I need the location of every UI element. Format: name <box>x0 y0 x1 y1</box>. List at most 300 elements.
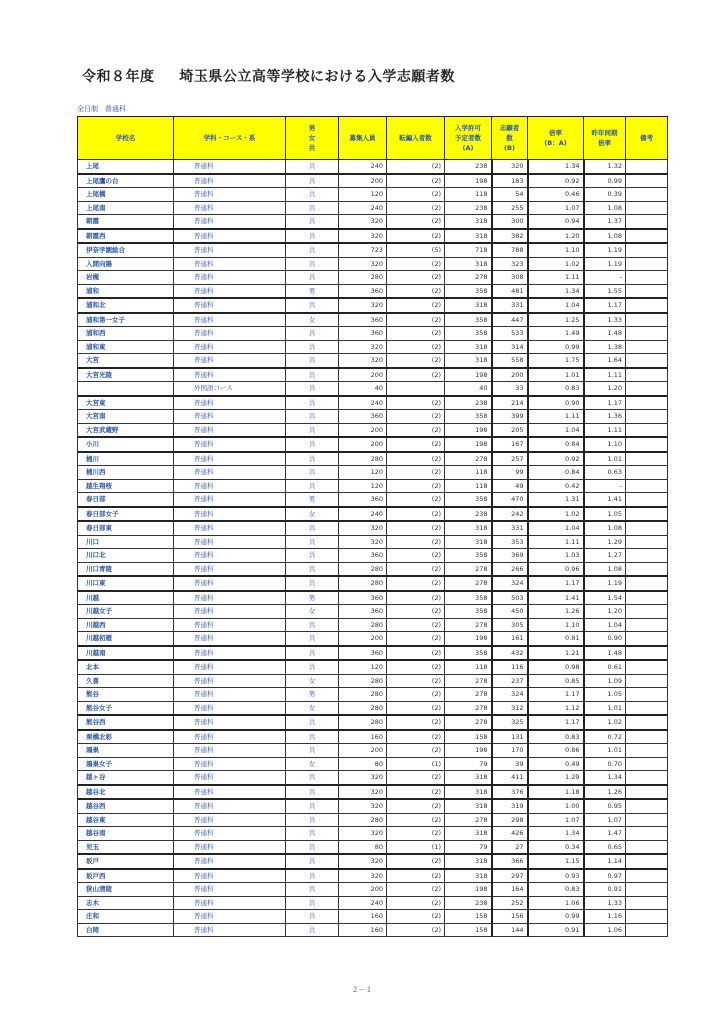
cell-ratio: 1.11 <box>528 410 584 424</box>
cell-ratio: 1.11 <box>528 271 584 285</box>
cell-ratio: 0.81 <box>528 632 584 646</box>
table-row <box>78 298 668 313</box>
cell-prev-ratio: 1.11 <box>584 368 626 382</box>
cell-applicants: 164 <box>492 883 528 897</box>
cell-ratio: 0.92 <box>528 174 584 188</box>
cell-planned: 118 <box>445 188 492 202</box>
cell-ratio: 1.02 <box>528 257 584 271</box>
header-gender-female: 女 <box>308 134 316 142</box>
cell-transfer: (2) <box>387 701 445 715</box>
cell-gender: 共 <box>286 243 339 257</box>
cell-school: 伊奈学園総合 <box>78 243 174 257</box>
cell-notes <box>626 883 668 897</box>
cell-course: 普通科 <box>174 744 286 758</box>
cell-school: 川越 <box>78 591 174 605</box>
cell-quota: 120 <box>339 466 387 480</box>
cell-applicants: 170 <box>492 744 528 758</box>
cell-school: 児玉 <box>78 840 174 854</box>
cell-applicants: 257 <box>492 452 528 466</box>
cell-quota: 320 <box>339 785 387 800</box>
cell-prev-ratio: 0.72 <box>584 730 626 744</box>
cell-gender: 共 <box>286 744 339 758</box>
cell-ratio: 0.83 <box>528 883 584 897</box>
table-row <box>78 257 668 271</box>
cell-ratio: 0.34 <box>528 840 584 854</box>
cell-gender: 共 <box>286 174 339 188</box>
cell-prev-ratio: 0.61 <box>584 660 626 674</box>
cell-transfer: (2) <box>387 215 445 229</box>
cell-planned: 278 <box>445 674 492 688</box>
cell-ratio: 1.10 <box>528 618 584 632</box>
cell-applicants: 237 <box>492 674 528 688</box>
cell-applicants: 116 <box>492 660 528 674</box>
cell-school: 栗橋北彩 <box>78 730 174 744</box>
cell-transfer: (5) <box>387 243 445 257</box>
cell-prev-ratio: - <box>584 479 626 493</box>
cell-planned: 358 <box>445 646 492 661</box>
table-row <box>78 382 668 396</box>
header-quota: 募集人員 <box>339 117 387 160</box>
cell-notes <box>626 174 668 188</box>
cell-ratio: 0.85 <box>528 674 584 688</box>
header-applicants-line2: 数 <box>506 134 513 142</box>
cell-quota: 360 <box>339 605 387 619</box>
cell-applicants: 324 <box>492 688 528 702</box>
cell-course: 普通科 <box>174 535 286 549</box>
cell-course: 外国語コース <box>174 382 286 396</box>
cell-applicants: 533 <box>492 327 528 341</box>
cell-transfer: (2) <box>387 535 445 549</box>
cell-school: 大宮東 <box>78 396 174 410</box>
cell-school: 大宮 <box>78 354 174 368</box>
table-row <box>78 896 668 910</box>
cell-ratio: 1.31 <box>528 493 584 507</box>
cell-course: 普通科 <box>174 562 286 576</box>
cell-course: 普通科 <box>174 257 286 271</box>
cell-notes <box>626 160 668 174</box>
cell-prev-ratio: 0.95 <box>584 799 626 813</box>
cell-transfer: (1) <box>387 840 445 854</box>
cell-ratio: 1.04 <box>528 521 584 535</box>
cell-notes <box>626 785 668 800</box>
cell-notes <box>626 799 668 813</box>
cell-notes <box>626 827 668 841</box>
cell-prev-ratio: 1.47 <box>584 827 626 841</box>
cell-gender: 男 <box>286 493 339 507</box>
cell-course: 普通科 <box>174 646 286 661</box>
cell-gender: 共 <box>286 854 339 869</box>
cell-quota: 200 <box>339 437 387 452</box>
cell-school: 春日部東 <box>78 521 174 535</box>
cell-planned: 278 <box>445 562 492 576</box>
cell-school: 久喜 <box>78 674 174 688</box>
cell-school: 越谷北 <box>78 785 174 800</box>
cell-applicants: 558 <box>492 354 528 368</box>
cell-gender: 共 <box>286 396 339 410</box>
page-number: ２－１ <box>351 986 373 994</box>
cell-transfer: (2) <box>387 562 445 576</box>
cell-gender: 共 <box>286 660 339 674</box>
cell-planned: 318 <box>445 215 492 229</box>
cell-notes <box>626 271 668 285</box>
cell-applicants: 255 <box>492 201 528 215</box>
cell-course: 普通科 <box>174 410 286 424</box>
cell-prev-ratio: 1.05 <box>584 507 626 522</box>
cell-quota: 280 <box>339 562 387 576</box>
cell-notes <box>626 605 668 619</box>
cell-notes <box>626 688 668 702</box>
cell-ratio: 0.83 <box>528 382 584 396</box>
cell-course: 普通科 <box>174 284 286 298</box>
table-row <box>78 215 668 229</box>
cell-school: 小川 <box>78 437 174 452</box>
cell-ratio: 1.06 <box>528 896 584 910</box>
cell-ratio: 1.49 <box>528 327 584 341</box>
cell-gender: 共 <box>286 562 339 576</box>
cell-planned: 238 <box>445 160 492 174</box>
cell-planned: 358 <box>445 327 492 341</box>
cell-quota: 280 <box>339 715 387 730</box>
cell-gender: 男 <box>286 591 339 605</box>
cell-school: 上尾南 <box>78 201 174 215</box>
table-row <box>78 562 668 576</box>
header-applicants-line3: (B) <box>504 144 515 152</box>
cell-prev-ratio: 1.08 <box>584 521 626 535</box>
cell-applicants: 242 <box>492 507 528 522</box>
cell-prev-ratio: 1.33 <box>584 313 626 327</box>
cell-planned: 198 <box>445 744 492 758</box>
cell-quota: 280 <box>339 452 387 466</box>
cell-quota: 200 <box>339 744 387 758</box>
table-row <box>78 493 668 507</box>
cell-course: 普通科 <box>174 896 286 910</box>
cell-prev-ratio: 1.14 <box>584 854 626 869</box>
cell-prev-ratio: 1.07 <box>584 813 626 827</box>
cell-quota: 120 <box>339 188 387 202</box>
cell-gender: 共 <box>286 840 339 854</box>
cell-prev-ratio: 1.17 <box>584 396 626 410</box>
cell-course: 普通科 <box>174 201 286 215</box>
section-subheading: 全日制 普通科 <box>77 105 126 113</box>
cell-planned: 198 <box>445 174 492 188</box>
table-row <box>78 618 668 632</box>
cell-gender: 男 <box>286 688 339 702</box>
cell-school: 坂戸 <box>78 854 174 869</box>
cell-course: 普通科 <box>174 591 286 605</box>
cell-school: 入間向陽 <box>78 257 174 271</box>
cell-school: 上尾 <box>78 160 174 174</box>
cell-applicants: 376 <box>492 785 528 800</box>
cell-applicants: 305 <box>492 618 528 632</box>
cell-applicants: 470 <box>492 493 528 507</box>
cell-school: 越ヶ谷 <box>78 771 174 785</box>
cell-prev-ratio: 1.55 <box>584 284 626 298</box>
cell-planned: 278 <box>445 271 492 285</box>
cell-gender: 共 <box>286 827 339 841</box>
cell-applicants: 325 <box>492 715 528 730</box>
cell-ratio: 1.12 <box>528 701 584 715</box>
cell-gender: 共 <box>286 715 339 730</box>
cell-prev-ratio: 1.19 <box>584 257 626 271</box>
cell-quota: 320 <box>339 854 387 869</box>
cell-school: 熊谷女子 <box>78 701 174 715</box>
cell-prev-ratio: 1.54 <box>584 591 626 605</box>
cell-quota: 80 <box>339 757 387 771</box>
cell-applicants: 252 <box>492 896 528 910</box>
cell-transfer: (2) <box>387 396 445 410</box>
cell-course: 普通科 <box>174 660 286 674</box>
cell-planned: 198 <box>445 368 492 382</box>
cell-prev-ratio: 0.39 <box>584 188 626 202</box>
header-ratio-line2: (B：A) <box>544 139 567 147</box>
cell-notes <box>626 368 668 382</box>
cell-school: 川口 <box>78 535 174 549</box>
table-row <box>78 340 668 354</box>
cell-prev-ratio: 1.41 <box>584 493 626 507</box>
cell-ratio: 1.15 <box>528 854 584 869</box>
cell-planned: 318 <box>445 827 492 841</box>
table-row <box>78 271 668 285</box>
header-prev-line1: 昨年同期 <box>591 129 618 137</box>
cell-notes <box>626 923 668 937</box>
cell-ratio: 0.99 <box>528 910 584 924</box>
cell-planned: 118 <box>445 479 492 493</box>
header-gender-male: 男 <box>308 124 316 132</box>
cell-course: 普通科 <box>174 521 286 535</box>
table-row <box>78 715 668 730</box>
cell-planned: 238 <box>445 507 492 522</box>
table-row <box>78 368 668 382</box>
cell-transfer: (2) <box>387 896 445 910</box>
cell-quota: 240 <box>339 896 387 910</box>
table-row <box>78 744 668 758</box>
table-row <box>78 313 668 327</box>
cell-course: 普通科 <box>174 715 286 730</box>
cell-planned: 318 <box>445 521 492 535</box>
table-row <box>78 327 668 341</box>
cell-gender: 共 <box>286 923 339 937</box>
cell-course: 普通科 <box>174 757 286 771</box>
cell-notes <box>626 757 668 771</box>
cell-applicants: 353 <box>492 535 528 549</box>
cell-applicants: 450 <box>492 605 528 619</box>
cell-school: 大宮南 <box>78 410 174 424</box>
cell-course: 普通科 <box>174 605 286 619</box>
cell-quota: 320 <box>339 869 387 883</box>
cell-planned: 718 <box>445 243 492 257</box>
cell-planned: 358 <box>445 605 492 619</box>
cell-gender: 共 <box>286 479 339 493</box>
cell-course: 普通科 <box>174 188 286 202</box>
cell-notes <box>626 730 668 744</box>
cell-notes <box>626 632 668 646</box>
cell-notes <box>626 854 668 869</box>
cell-course: 普通科 <box>174 160 286 174</box>
cell-planned: 358 <box>445 493 492 507</box>
cell-course: 普通科 <box>174 507 286 522</box>
cell-school: 越谷南 <box>78 827 174 841</box>
cell-applicants: 54 <box>492 188 528 202</box>
cell-ratio: 1.11 <box>528 535 584 549</box>
cell-gender: 共 <box>286 271 339 285</box>
cell-gender: 共 <box>286 452 339 466</box>
table-row <box>78 437 668 452</box>
cell-planned: 158 <box>445 923 492 937</box>
cell-applicants: 297 <box>492 869 528 883</box>
cell-ratio: 0.98 <box>528 660 584 674</box>
cell-transfer: (2) <box>387 160 445 174</box>
cell-prev-ratio: 1.01 <box>584 452 626 466</box>
table-row <box>78 771 668 785</box>
cell-transfer: (2) <box>387 813 445 827</box>
cell-course: 普通科 <box>174 340 286 354</box>
cell-notes <box>626 646 668 661</box>
header-ratio-line1: 倍率 <box>549 129 562 137</box>
cell-transfer: (2) <box>387 174 445 188</box>
cell-planned: 358 <box>445 410 492 424</box>
table-row <box>78 660 668 674</box>
table-row <box>78 174 668 188</box>
cell-prev-ratio: 0.99 <box>584 174 626 188</box>
cell-notes <box>626 229 668 244</box>
cell-transfer: (2) <box>387 368 445 382</box>
cell-school: 川越初雁 <box>78 632 174 646</box>
cell-planned: 79 <box>445 840 492 854</box>
table-row <box>78 701 668 715</box>
cell-transfer: (2) <box>387 923 445 937</box>
cell-course: 普通科 <box>174 701 286 715</box>
header-course: 学科・コース・系 <box>174 117 286 160</box>
cell-planned: 318 <box>445 799 492 813</box>
cell-school: 上尾橋 <box>78 188 174 202</box>
cell-ratio: 1.34 <box>528 284 584 298</box>
cell-course: 普通科 <box>174 174 286 188</box>
cell-transfer: (2) <box>387 284 445 298</box>
cell-prev-ratio: 1.08 <box>584 229 626 244</box>
cell-course: 普通科 <box>174 243 286 257</box>
cell-applicants: 314 <box>492 340 528 354</box>
cell-transfer: (2) <box>387 188 445 202</box>
cell-gender: 共 <box>286 535 339 549</box>
cell-applicants: 298 <box>492 813 528 827</box>
table-header-row <box>78 117 668 160</box>
cell-ratio: 0.93 <box>528 869 584 883</box>
cell-gender: 共 <box>286 785 339 800</box>
cell-planned: 198 <box>445 632 492 646</box>
cell-notes <box>626 771 668 785</box>
table-row <box>78 883 668 897</box>
cell-notes <box>626 549 668 563</box>
cell-quota: 240 <box>339 507 387 522</box>
cell-transfer: (2) <box>387 576 445 591</box>
cell-gender: 共 <box>286 632 339 646</box>
cell-school: 浦和西 <box>78 327 174 341</box>
cell-ratio: 1.17 <box>528 688 584 702</box>
cell-notes <box>626 896 668 910</box>
cell-quota: 360 <box>339 493 387 507</box>
cell-notes <box>626 591 668 605</box>
cell-applicants: 324 <box>492 576 528 591</box>
cell-quota: 320 <box>339 799 387 813</box>
cell-school: 大宮光陵 <box>78 368 174 382</box>
cell-gender: 共 <box>286 813 339 827</box>
cell-prev-ratio: 1.36 <box>584 410 626 424</box>
cell-school: 庄和 <box>78 910 174 924</box>
cell-gender: 女 <box>286 605 339 619</box>
cell-applicants: 411 <box>492 771 528 785</box>
cell-gender: 共 <box>286 298 339 313</box>
table-row <box>78 840 668 854</box>
cell-prev-ratio: - <box>584 271 626 285</box>
cell-ratio: 1.04 <box>528 298 584 313</box>
cell-prev-ratio: 1.01 <box>584 701 626 715</box>
cell-prev-ratio: 1.32 <box>584 160 626 174</box>
cell-course: 普通科 <box>174 799 286 813</box>
cell-quota: 320 <box>339 535 387 549</box>
cell-gender: 共 <box>286 382 339 396</box>
cell-planned: 278 <box>445 618 492 632</box>
cell-notes <box>626 396 668 410</box>
table-row <box>78 160 668 174</box>
cell-applicants: 426 <box>492 827 528 841</box>
table-row <box>78 827 668 841</box>
cell-planned: 118 <box>445 660 492 674</box>
cell-notes <box>626 507 668 522</box>
cell-ratio: 1.00 <box>528 799 584 813</box>
cell-transfer: (2) <box>387 313 445 327</box>
cell-planned: 318 <box>445 340 492 354</box>
cell-quota: 200 <box>339 174 387 188</box>
cell-quota: 320 <box>339 298 387 313</box>
cell-prev-ratio: 1.29 <box>584 535 626 549</box>
cell-notes <box>626 313 668 327</box>
cell-gender: 共 <box>286 549 339 563</box>
cell-prev-ratio: 1.16 <box>584 910 626 924</box>
cell-ratio: 0.96 <box>528 562 584 576</box>
cell-gender: 共 <box>286 340 339 354</box>
cell-prev-ratio: 1.37 <box>584 215 626 229</box>
cell-school: 狭山清陵 <box>78 883 174 897</box>
cell-course: 普通科 <box>174 576 286 591</box>
cell-prev-ratio: 1.34 <box>584 771 626 785</box>
cell-ratio: 0.46 <box>528 188 584 202</box>
table-row <box>78 757 668 771</box>
cell-notes <box>626 298 668 313</box>
cell-school: 浦和第一女子 <box>78 313 174 327</box>
cell-planned: 318 <box>445 869 492 883</box>
cell-school: 浦和北 <box>78 298 174 313</box>
cell-gender: 女 <box>286 313 339 327</box>
cell-quota: 280 <box>339 576 387 591</box>
cell-quota: 40 <box>339 382 387 396</box>
cell-gender: 共 <box>286 229 339 244</box>
cell-applicants: 331 <box>492 521 528 535</box>
cell-transfer: (2) <box>387 423 445 437</box>
cell-gender: 共 <box>286 188 339 202</box>
cell-transfer: (2) <box>387 452 445 466</box>
cell-quota: 320 <box>339 229 387 244</box>
cell-ratio: 1.03 <box>528 549 584 563</box>
cell-transfer: (2) <box>387 910 445 924</box>
cell-notes <box>626 660 668 674</box>
cell-school: 春日部 <box>78 493 174 507</box>
cell-transfer: (2) <box>387 201 445 215</box>
cell-ratio: 1.17 <box>528 576 584 591</box>
cell-planned: 158 <box>445 730 492 744</box>
header-notes: 備考 <box>626 117 668 160</box>
cell-course: 普通科 <box>174 632 286 646</box>
cell-applicants: 369 <box>492 549 528 563</box>
